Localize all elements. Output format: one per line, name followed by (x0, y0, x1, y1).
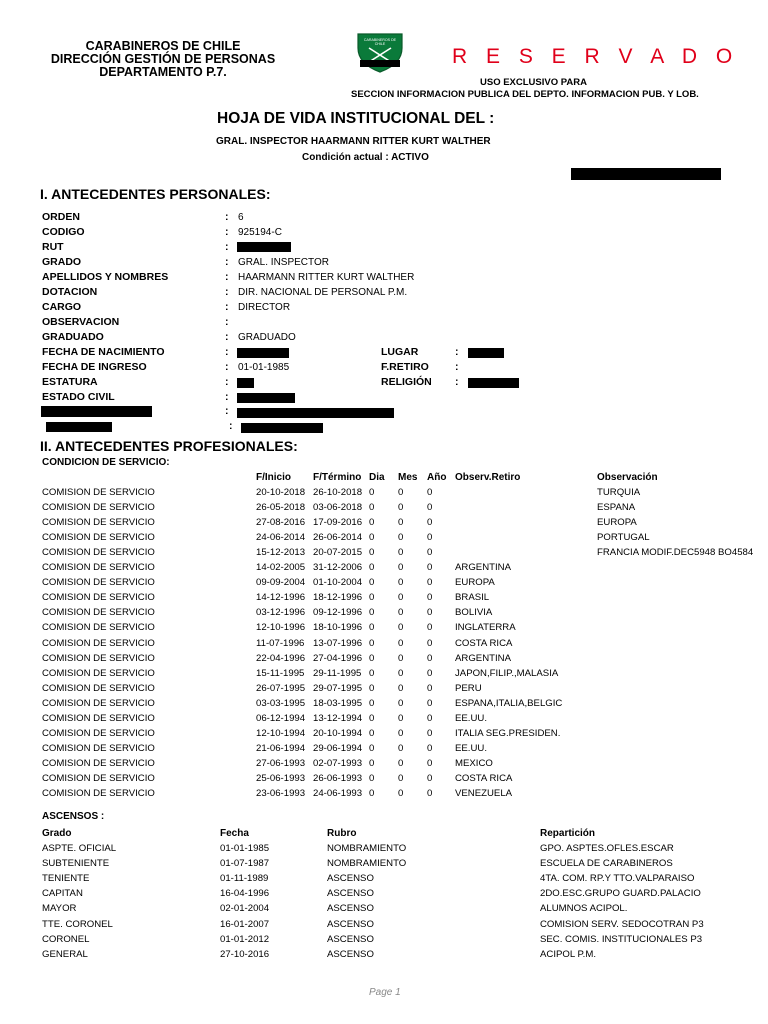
table-cell: 01-01-2012 (220, 933, 270, 945)
table-cell: 0 (427, 517, 433, 529)
redaction-bar (237, 348, 289, 358)
redaction-bar (41, 406, 152, 417)
table-cell: 0 (369, 592, 375, 604)
field-colon: : (225, 405, 229, 417)
org-line-3: DEPARTAMENTO P.7. (99, 65, 227, 79)
table-cell: 27-04-1996 (313, 652, 363, 664)
table-cell: 0 (398, 592, 404, 604)
table-cell: 0 (398, 682, 404, 694)
table-cell: ASCENSO (327, 888, 374, 900)
table-cell: 0 (369, 547, 375, 559)
table-cell: 16-01-2007 (220, 918, 270, 930)
table-cell: 01-10-2004 (313, 577, 363, 589)
table-cell: TURQUIA (597, 487, 641, 498)
table-cell: 0 (398, 742, 404, 754)
table-cell: 0 (398, 607, 404, 619)
table-cell: 4TA. COM. RP.Y TTO.VALPARAISO (540, 873, 695, 885)
table-cell: COMISION DE SERVICIO (42, 788, 155, 799)
table-cell: MAYOR (42, 903, 77, 915)
column-header: Dia (369, 472, 385, 483)
table-cell: 0 (427, 697, 433, 709)
column-header: F/Inicio (256, 472, 291, 483)
table-cell: 26-05-2018 (256, 502, 306, 514)
table-cell: COMISION DE SERVICIO (42, 772, 155, 784)
table-cell: SEC. COMIS. INSTITUCIONALES P3 (540, 933, 703, 945)
table-cell: ESPANA,ITALIA,BELGIC (455, 697, 563, 709)
section-professional-title: II. ANTECEDENTES PROFESIONALES: (40, 438, 298, 454)
table-cell: 21-06-1994 (256, 742, 306, 754)
emblem-text-1: CARABINEROS DE (363, 38, 397, 42)
field-value: 925194-C (238, 227, 282, 238)
field-colon: : (225, 376, 229, 388)
table-cell: 0 (427, 607, 433, 619)
table-cell: 0 (427, 547, 433, 559)
table-cell: ITALIA SEG.PRESIDEN. (455, 727, 561, 739)
field-colon: : (229, 420, 233, 432)
table-cell: 03-06-2018 (313, 502, 363, 514)
table-cell: 26-07-1995 (256, 682, 306, 694)
ascensos-title: ASCENSOS : (42, 811, 105, 822)
table-cell: COMISION DE SERVICIO (42, 667, 155, 679)
field-label: APELLIDOS Y NOMBRES (42, 271, 169, 283)
field-colon: : (225, 316, 229, 328)
table-cell: COMISION DE SERVICIO (42, 697, 155, 709)
field-colon: : (225, 271, 229, 283)
table-cell: 0 (427, 667, 433, 679)
table-cell: MEXICO (455, 757, 493, 769)
table-cell: 0 (427, 487, 433, 498)
table-cell: 0 (369, 757, 375, 769)
table-cell: COMISION DE SERVICIO (42, 502, 155, 514)
table-cell: COMISION DE SERVICIO (42, 577, 155, 589)
table-cell: 0 (369, 727, 375, 739)
field-label: ESTADO CIVIL (42, 391, 115, 403)
table-cell: 18-03-1995 (313, 697, 363, 709)
org-line-1: CARABINEROS DE CHILE (85, 39, 241, 53)
table-cell: 0 (427, 757, 433, 769)
table-cell: 0 (427, 712, 433, 724)
table-cell: 0 (398, 547, 404, 559)
table-cell: 29-11-1995 (313, 667, 362, 679)
current-condition: Condición actual : ACTIVO (302, 152, 429, 163)
table-cell: GPO. ASPTES.OFLES.ESCAR (540, 843, 674, 854)
table-cell: 01-01-1985 (220, 843, 270, 854)
table-cell: VENEZUELA (455, 788, 513, 799)
field-value: 6 (238, 212, 244, 223)
table-cell: 20-07-2015 (313, 547, 363, 559)
table-cell: SUBTENIENTE (42, 858, 110, 870)
column-header: Repartición (540, 828, 596, 839)
field-label: CARGO (42, 301, 82, 313)
field-value: 01-01-1985 (238, 362, 290, 373)
redaction-bar (237, 393, 295, 403)
field-colon: : (225, 391, 229, 403)
table-cell: ASCENSO (327, 873, 374, 885)
table-cell: 0 (398, 697, 404, 709)
table-cell: COMISION DE SERVICIO (42, 517, 155, 529)
table-cell: 0 (398, 622, 404, 634)
table-cell: 26-06-1993 (313, 772, 363, 784)
table-cell: 0 (398, 562, 404, 574)
field-value: GRADUADO (238, 332, 296, 343)
table-cell: 0 (398, 712, 404, 724)
table-cell: 0 (427, 788, 433, 799)
redaction-bar (468, 378, 519, 388)
table-cell: 0 (398, 517, 404, 529)
use-line-1: USO EXCLUSIVO PARA (480, 77, 587, 88)
service-condition-title: CONDICION DE SERVICIO: (42, 457, 170, 468)
table-cell: COMISION DE SERVICIO (42, 682, 155, 694)
table-cell: 0 (398, 757, 404, 769)
table-cell: COMISION DE SERVICIO (42, 592, 155, 604)
carabineros-emblem-icon (355, 32, 405, 74)
field-label: FECHA DE NACIMIENTO (42, 346, 165, 358)
table-cell: COMISION DE SERVICIO (42, 622, 155, 634)
table-cell: 20-10-2018 (256, 487, 306, 498)
table-cell: 12-10-1994 (256, 727, 306, 739)
column-header: Observ.Retiro (455, 472, 521, 483)
table-cell: 29-06-1994 (313, 742, 363, 754)
table-cell: 0 (398, 772, 404, 784)
field-colon: : (455, 346, 459, 358)
field-label: OBSERVACION (42, 316, 120, 328)
table-cell: 27-10-2016 (220, 948, 270, 960)
table-cell: 14-12-1996 (256, 592, 306, 604)
table-cell: 0 (369, 772, 375, 784)
column-header: Observación (597, 472, 658, 483)
table-cell: COMISION DE SERVICIO (42, 727, 155, 739)
table-cell: ESCUELA DE CARABINEROS (540, 858, 673, 870)
table-cell: 09-12-1996 (313, 607, 363, 619)
field-label: FECHA DE INGRESO (42, 361, 147, 373)
field-label-lugar: LUGAR (381, 346, 419, 358)
field-colon: : (455, 361, 459, 373)
table-cell: ASPTE. OFICIAL (42, 843, 117, 854)
table-cell: 0 (369, 682, 375, 694)
section-personal-title: I. ANTECEDENTES PERSONALES: (40, 186, 271, 202)
table-cell: GENERAL (42, 948, 88, 960)
table-cell: COMISION SERV. SEDOCOTRAN P3 (540, 918, 704, 930)
field-colon: : (225, 346, 229, 358)
table-cell: JAPON,FILIP.,MALASIA (455, 667, 559, 679)
table-cell: TENIENTE (42, 873, 90, 885)
table-cell: 0 (369, 697, 375, 709)
table-cell: 0 (369, 637, 375, 649)
table-cell: FRANCIA MODIF.DEC5948 BO4584 (597, 547, 754, 559)
table-cell: 0 (427, 532, 433, 544)
subject-name: GRAL. INSPECTOR HAARMANN RITTER KURT WALTHER (216, 136, 491, 147)
table-cell: PORTUGAL (597, 532, 650, 544)
table-cell: 02-07-1993 (313, 757, 363, 769)
table-cell: 13-12-1994 (313, 712, 363, 724)
field-label: DOTACION (42, 286, 98, 298)
field-label-religion: RELIGIÓN (381, 376, 432, 388)
table-cell: ALUMNOS ACIPOL. (540, 903, 628, 915)
table-cell: 11-07-1996 (256, 637, 305, 649)
table-cell: 0 (398, 727, 404, 739)
use-line-2: SECCION INFORMACION PUBLICA DEL DEPTO. INFORMACION PUB. Y LOB. (351, 89, 699, 100)
column-header: Año (427, 472, 447, 483)
table-cell: 27-08-2016 (256, 517, 306, 529)
redaction-bar (468, 348, 504, 358)
table-cell: 0 (427, 592, 433, 604)
organization-header (28, 40, 298, 79)
table-cell: 24-06-1993 (313, 788, 363, 799)
table-cell: 0 (427, 742, 433, 754)
table-cell: 0 (398, 487, 404, 498)
field-label: CODIGO (42, 226, 85, 238)
table-cell: 13-07-1996 (313, 637, 363, 649)
table-cell: 0 (398, 637, 404, 649)
table-cell: 0 (427, 637, 433, 649)
table-cell: 01-11-1989 (220, 873, 269, 885)
table-cell: 0 (369, 517, 375, 529)
table-cell: 17-09-2016 (313, 517, 363, 529)
column-header: Rubro (327, 828, 357, 839)
table-cell: 0 (398, 502, 404, 514)
table-cell: ESPANA (597, 502, 636, 514)
table-cell: 26-10-2018 (313, 487, 363, 498)
table-cell: 0 (427, 622, 433, 634)
table-cell: 0 (369, 667, 375, 679)
table-cell: 18-10-1996 (313, 622, 363, 634)
table-cell: COSTA RICA (455, 772, 513, 784)
table-cell: TTE. CORONEL (42, 918, 113, 930)
table-cell: 01-07-1987 (220, 858, 270, 870)
field-label: RUT (42, 241, 64, 253)
table-cell: COMISION DE SERVICIO (42, 532, 155, 544)
table-cell: COMISION DE SERVICIO (42, 487, 155, 498)
redaction-bar (237, 378, 254, 388)
table-cell: INGLATERRA (455, 622, 516, 634)
table-cell: ASCENSO (327, 903, 374, 915)
table-cell: 14-02-2005 (256, 562, 306, 574)
table-cell: NOMBRAMIENTO (327, 843, 407, 854)
table-cell: EUROPA (597, 517, 637, 529)
field-colon: : (225, 331, 229, 343)
field-label: GRADO (42, 256, 82, 268)
field-label-f-retiro: F.RETIRO (381, 361, 429, 373)
table-cell: 09-09-2004 (256, 577, 306, 589)
field-value: GRAL. INSPECTOR (238, 257, 329, 268)
table-cell: EE.UU. (455, 742, 487, 754)
table-cell: EE.UU. (455, 712, 487, 724)
document-title: HOJA DE VIDA INSTITUCIONAL DEL : (217, 110, 495, 127)
table-cell: 22-04-1996 (256, 652, 306, 664)
field-colon: : (225, 241, 229, 253)
field-colon: : (225, 286, 229, 298)
field-colon: : (225, 361, 229, 373)
table-cell: 24-06-2014 (256, 532, 306, 544)
table-cell: 0 (369, 562, 375, 574)
redaction-bar (237, 242, 291, 252)
table-cell: 27-06-1993 (256, 757, 306, 769)
table-cell: 2DO.ESC.GRUPO GUARD.PALACIO (540, 888, 701, 900)
table-cell: ASCENSO (327, 948, 374, 960)
table-cell: 31-12-2006 (313, 562, 363, 574)
table-cell: 25-06-1993 (256, 772, 306, 784)
field-value: HAARMANN RITTER KURT WALTHER (238, 272, 415, 283)
table-cell: 0 (369, 532, 375, 544)
table-cell: COMISION DE SERVICIO (42, 637, 155, 649)
table-cell: COMISION DE SERVICIO (42, 547, 155, 559)
column-header: Grado (42, 828, 72, 839)
table-cell: ASCENSO (327, 918, 374, 930)
table-cell: 0 (427, 727, 433, 739)
column-header: Mes (398, 472, 418, 483)
table-cell: 18-12-1996 (313, 592, 363, 604)
table-cell: 0 (427, 562, 433, 574)
redaction-bar (46, 422, 112, 432)
table-cell: 0 (398, 577, 404, 589)
table-cell: 0 (369, 487, 375, 498)
table-cell: 15-12-2013 (256, 547, 306, 559)
table-cell: ARGENTINA (455, 562, 511, 574)
redaction-bar (237, 408, 394, 418)
table-cell: 0 (369, 622, 375, 634)
table-cell: 0 (369, 788, 375, 799)
redaction-bar (241, 423, 323, 433)
field-value: DIR. NACIONAL DE PERSONAL P.M. (238, 287, 408, 298)
table-cell: 20-10-1994 (313, 727, 363, 739)
table-cell: COMISION DE SERVICIO (42, 562, 155, 574)
table-cell: COMISION DE SERVICIO (42, 712, 155, 724)
table-cell: 0 (427, 772, 433, 784)
table-cell: COSTA RICA (455, 637, 513, 649)
table-cell: 26-06-2014 (313, 532, 363, 544)
column-header: Fecha (220, 828, 249, 839)
table-cell: 0 (369, 577, 375, 589)
table-cell: COMISION DE SERVICIO (42, 742, 155, 754)
field-colon: : (225, 301, 229, 313)
table-cell: PERU (455, 682, 482, 694)
table-cell: ARGENTINA (455, 652, 511, 664)
table-cell: 0 (427, 577, 433, 589)
table-cell: 02-01-2004 (220, 903, 270, 915)
column-header: F/Término (313, 472, 362, 483)
table-cell: 06-12-1994 (256, 712, 306, 724)
field-colon: : (225, 256, 229, 268)
table-cell: 0 (427, 652, 433, 664)
table-cell: 03-03-1995 (256, 697, 306, 709)
table-cell: COMISION DE SERVICIO (42, 757, 155, 769)
table-cell: 0 (369, 652, 375, 664)
field-label: GRADUADO (42, 331, 104, 343)
table-cell: 03-12-1996 (256, 607, 306, 619)
field-colon: : (455, 376, 459, 388)
org-line-2: DIRECCIÓN GESTIÓN DE PERSONAS (50, 52, 276, 66)
table-cell: BOLIVIA (455, 607, 493, 619)
table-cell: 0 (369, 712, 375, 724)
table-cell: NOMBRAMIENTO (327, 858, 407, 870)
table-cell: 0 (369, 502, 375, 514)
field-value: DIRECTOR (238, 302, 291, 313)
redaction-bar (571, 168, 721, 180)
table-cell: 16-04-1996 (220, 888, 270, 900)
field-colon: : (225, 211, 229, 223)
table-cell: 0 (369, 742, 375, 754)
table-cell: 0 (398, 667, 404, 679)
table-cell: ACIPOL P.M. (540, 948, 596, 960)
table-cell: 0 (398, 652, 404, 664)
table-cell: 15-11-1995 (256, 667, 305, 679)
classification-label: R E S E R V A D O (452, 45, 739, 68)
table-cell: COMISION DE SERVICIO (42, 652, 155, 664)
table-cell: 0 (398, 532, 404, 544)
field-label: ORDEN (42, 211, 80, 223)
table-cell: 0 (369, 607, 375, 619)
table-cell: 0 (427, 682, 433, 694)
page-number: Page 1 (369, 987, 401, 998)
table-cell: 0 (398, 788, 404, 799)
table-cell: 12-10-1996 (256, 622, 306, 634)
table-cell: 23-06-1993 (256, 788, 306, 799)
table-cell: EUROPA (455, 577, 495, 589)
table-cell: CAPITAN (42, 888, 83, 900)
table-cell: CORONEL (42, 933, 90, 945)
table-cell: ASCENSO (327, 933, 374, 945)
emblem-text-2: CHILE (374, 42, 386, 46)
table-cell: BRASIL (455, 592, 490, 604)
field-label: ESTATURA (42, 376, 98, 388)
table-cell: 0 (427, 502, 433, 514)
field-colon: : (225, 226, 229, 238)
table-cell: 29-07-1995 (313, 682, 363, 694)
table-cell: COMISION DE SERVICIO (42, 607, 155, 619)
